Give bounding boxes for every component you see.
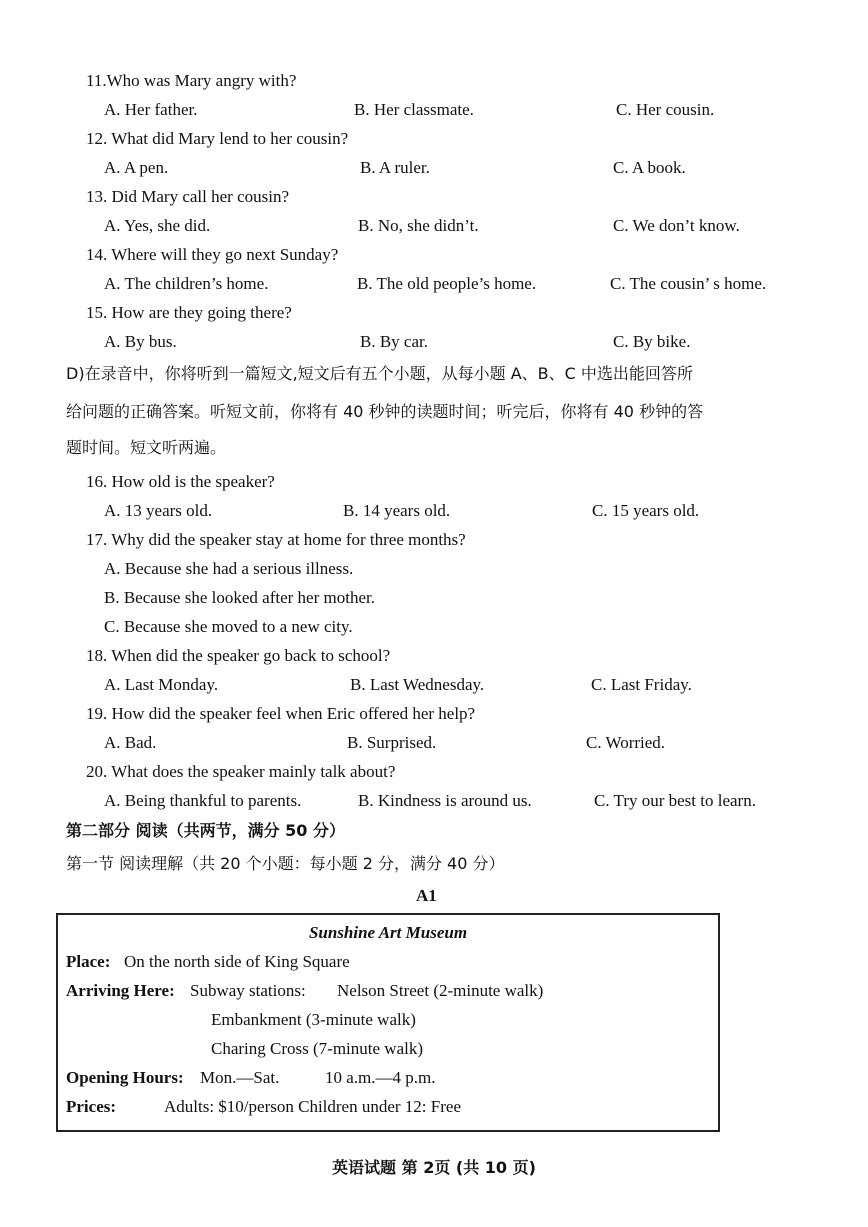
q16-option-b: B. 14 years old.	[343, 501, 451, 520]
question-18: 18. When did the speaker go back to school?	[86, 646, 391, 665]
q18-option-c: C. Last Friday.	[591, 675, 692, 694]
place-label: Place:	[66, 952, 111, 971]
q11-option-a: A. Her father.	[104, 100, 198, 119]
passage-label: A1	[416, 886, 437, 905]
q18-option-a: A. Last Monday.	[104, 675, 219, 694]
section-1-title: 第一节 阅读理解（共 20 个小题：每小题 2 分，满分 40 分）	[66, 854, 505, 873]
question-16: 16. How old is the speaker?	[86, 472, 275, 491]
section-d-instruction-line-3: 题时间。短文听两遍。	[66, 438, 227, 457]
q19-option-a: A. Bad.	[104, 733, 157, 752]
q12-option-b: B. A ruler.	[360, 158, 430, 177]
arriving-intro: Subway stations:	[190, 981, 306, 1000]
q13-option-a: A. Yes, she did.	[104, 216, 211, 235]
question-14: 14. Where will they go next Sunday?	[86, 245, 339, 264]
station-nelson-street: Nelson Street (2-minute walk)	[337, 981, 544, 1000]
q20-option-b: B. Kindness is around us.	[358, 791, 532, 810]
q19-option-b: B. Surprised.	[347, 733, 437, 752]
section-d-instruction-line-2: 给问题的正确答案。听短文前，你将有 40 秒钟的读题时间；听完后，你将有 40 秒钟的答	[66, 402, 704, 421]
question-12: 12. What did Mary lend to her cousin?	[86, 129, 349, 148]
q14-option-a: A. The children’s home.	[104, 274, 269, 293]
q15-option-b: B. By car.	[360, 332, 428, 351]
section-d-instruction-line-1: D)在录音中，你将听到一篇短文,短文后有五个小题，从每小题 A、B、C 中选出能回答所	[66, 364, 693, 383]
q11-option-b: B. Her classmate.	[354, 100, 474, 119]
station-embankment: Embankment (3-minute walk)	[211, 1010, 416, 1029]
question-20: 20. What does the speaker mainly talk about?	[86, 762, 396, 781]
prices-label: Prices:	[66, 1097, 117, 1116]
q20-option-c: C. Try our best to learn.	[594, 791, 756, 810]
q18-option-b: B. Last Wednesday.	[350, 675, 485, 694]
q17-option-b: B. Because she looked after her mother.	[104, 588, 375, 607]
question-17: 17. Why did the speaker stay at home for three months?	[86, 530, 466, 549]
prices-value: Adults: $10/person Children under 12: Free	[164, 1097, 461, 1116]
question-11: 11.Who was Mary angry with?	[86, 71, 297, 90]
place-value: On the north side of King Square	[124, 952, 350, 971]
page-footer: 英语试题 第 2页 (共 10 页)	[332, 1158, 536, 1177]
station-charing-cross: Charing Cross (7-minute walk)	[211, 1039, 423, 1058]
q15-option-a: A. By bus.	[104, 332, 177, 351]
q16-option-a: A. 13 years old.	[104, 501, 213, 520]
question-15: 15. How are they going there?	[86, 303, 292, 322]
q11-option-c: C. Her cousin.	[616, 100, 715, 119]
q14-option-c: C. The cousin’ s home.	[610, 274, 767, 293]
q13-option-c: C. We don’t know.	[613, 216, 740, 235]
arriving-label: Arriving Here:	[66, 981, 175, 1000]
q17-option-c: C. Because she moved to a new city.	[104, 617, 353, 636]
q12-option-c: C. A book.	[613, 158, 686, 177]
hours-days: Mon.—Sat.	[200, 1068, 280, 1087]
q14-option-b: B. The old people’s home.	[357, 274, 537, 293]
q19-option-c: C. Worried.	[586, 733, 666, 752]
part-2-title: 第二部分 阅读（共两节，满分 50 分）	[66, 821, 345, 840]
hours-time: 10 a.m.—4 p.m.	[325, 1068, 436, 1087]
q12-option-a: A. A pen.	[104, 158, 169, 177]
q16-option-c: C. 15 years old.	[592, 501, 700, 520]
question-19: 19. How did the speaker feel when Eric offered her help?	[86, 704, 476, 723]
q15-option-c: C. By bike.	[613, 332, 691, 351]
museum-title: Sunshine Art Museum	[308, 923, 468, 942]
q13-option-b: B. No, she didn’t.	[358, 216, 479, 235]
q17-option-a: A. Because she had a serious illness.	[104, 559, 354, 578]
q20-option-a: A. Being thankful to parents.	[104, 791, 302, 810]
hours-label: Opening Hours:	[66, 1068, 184, 1087]
question-13: 13. Did Mary call her cousin?	[86, 187, 289, 206]
